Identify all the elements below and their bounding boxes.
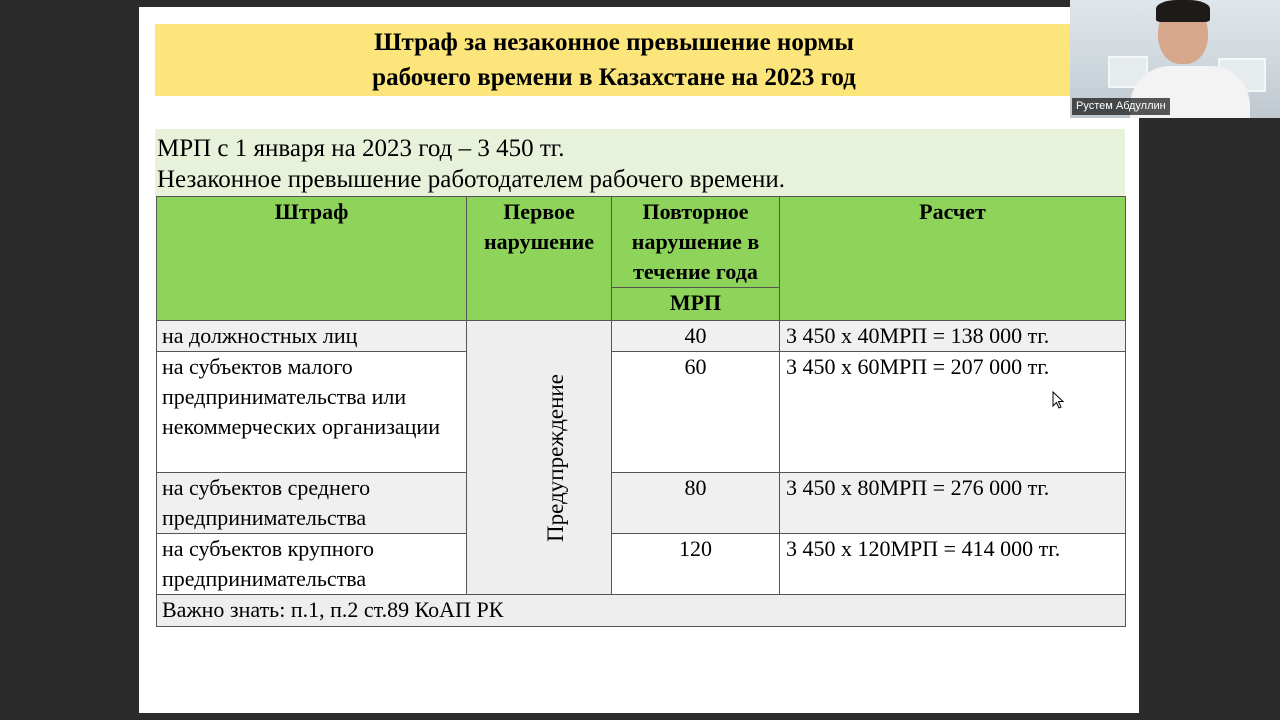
row-mrp: 120 — [612, 534, 780, 595]
header-first-violation: Первое нарушение — [467, 197, 612, 321]
row-calc: 3 450 x 60МРП = 207 000 тг. — [780, 352, 1126, 473]
intro-line-2: Незаконное превышение работодателем рабочего времени. — [157, 166, 785, 193]
title-line-1: Штраф за незаконное превышение нормы — [374, 29, 854, 56]
row-calc: 3 450 x 40МРП = 138 000 тг. — [780, 321, 1126, 352]
row-subject: на субъектов крупного предпринимательства — [157, 534, 467, 595]
header-unit: МРП — [612, 288, 780, 321]
table-footer-note: Важно знать: п.1, п.2 ст.89 КоАП РК — [157, 595, 1126, 627]
title-line-2: рабочего времени в Казахстане на 2023 год — [372, 64, 856, 91]
participant-name-label: Рустем Абдуллин — [1072, 98, 1170, 115]
first-violation-cell — [467, 321, 612, 595]
row-subject: на субъектов среднего предпринимательства — [157, 473, 467, 534]
header-repeat-violation: Повторное нарушение в течение года — [612, 197, 780, 288]
header-fine: Штраф — [157, 197, 467, 321]
mouse-cursor-icon — [1052, 391, 1064, 409]
fines-table — [156, 196, 1126, 627]
table-row — [157, 473, 1126, 534]
first-violation-value: Предупреждение — [542, 373, 568, 542]
header-calculation: Расчет — [780, 197, 1126, 321]
presentation-slide — [139, 7, 1139, 713]
table-row — [157, 534, 1126, 595]
row-mrp: 60 — [612, 352, 780, 473]
table-row — [157, 352, 1126, 473]
table-footer-row — [157, 595, 1126, 627]
row-mrp: 40 — [612, 321, 780, 352]
speaker-hair — [1156, 0, 1210, 22]
row-calc: 3 450 x 80МРП = 276 000 тг. — [780, 473, 1126, 534]
row-subject: на субъектов малого предпринимательства или некоммерческих организации — [157, 352, 467, 473]
webcam-video-tile[interactable] — [1070, 0, 1280, 118]
row-subject: на должностных лиц — [157, 321, 467, 352]
row-mrp: 80 — [612, 473, 780, 534]
table-row — [157, 321, 1126, 352]
row-calc: 3 450 x 120МРП = 414 000 тг. — [780, 534, 1126, 595]
intro-block — [155, 129, 1125, 197]
slide-title — [155, 24, 1073, 96]
table-header-row — [157, 197, 1126, 288]
intro-line-1: МРП с 1 января на 2023 год – 3 450 тг. — [157, 135, 565, 162]
